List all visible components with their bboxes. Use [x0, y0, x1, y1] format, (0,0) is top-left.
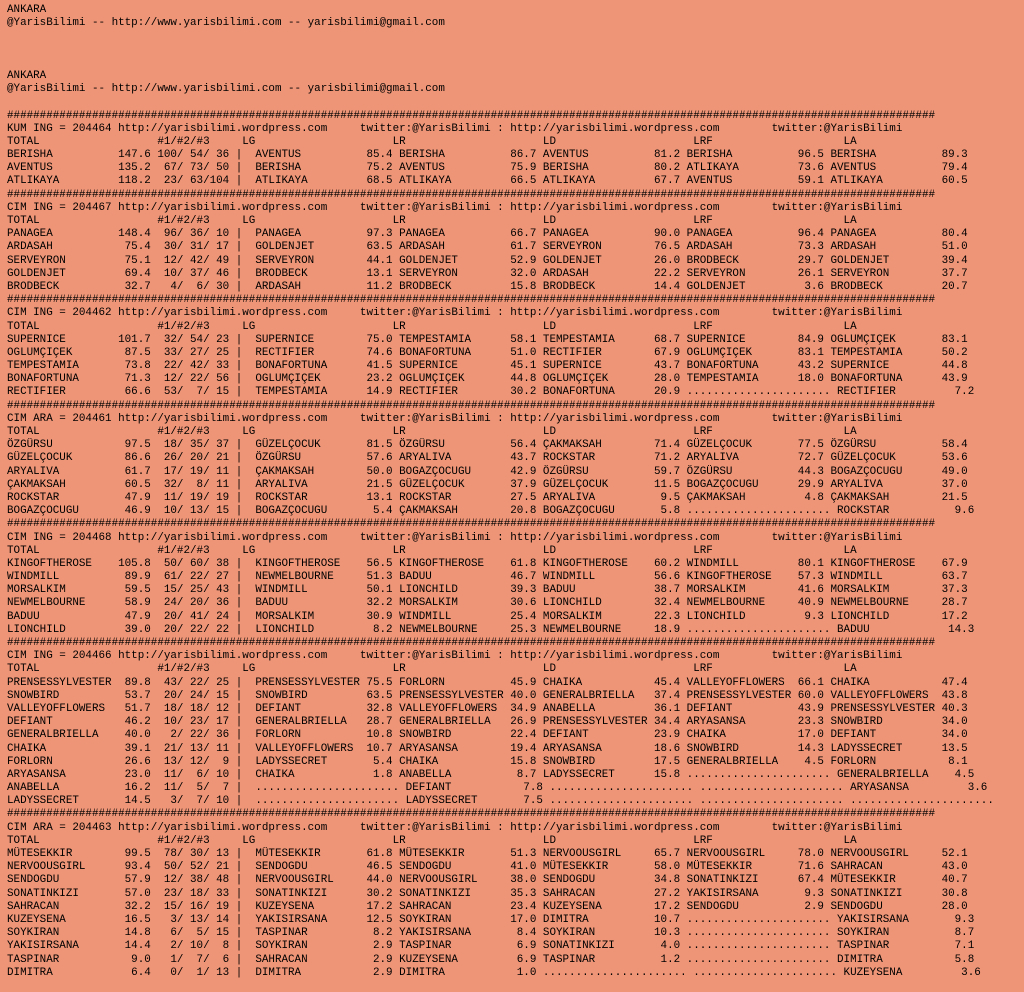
document-line: NEWMELBOURNE 58.9 24/ 20/ 36 | BADUU 32.2 MORSALKIM 30.6 LIONCHILD 32.4 NEWMELBOURNE 40.9 NEWMELBOURNE 28.7 — [7, 597, 968, 610]
document-line: ############################################################################################################################################## — [7, 637, 936, 649]
document-line: YAKISIRSANA 14.4 2/ 10/ 8 | SOYKIRAN 2.9 TASPINAR 6.9 SONATINKIZI 4.0 ...................... TASPINAR 7.1 — [7, 940, 975, 953]
document-line: TOTAL #1/#2/#3 LG LR LD LRF LA — [7, 320, 857, 333]
document-line — [7, 96, 1024, 109]
document-line: MORSALKIM 59.5 15/ 25/ 43 | WINDMILL 50.1 LIONCHILD 39.3 BADUU 38.7 MORSALKIM 41.6 MORSALKIM 37.3 — [7, 584, 968, 597]
document-line: GOLDENJET 69.4 10/ 37/ 46 | BRODBECK 13.1 SERVEYRON 32.0 ARDASAH 22.2 SERVEYRON 26.1 SERVEYRON 37.7 — [7, 267, 968, 280]
document-line: ÖZGÜRSU 97.5 18/ 35/ 37 | GÜZELÇOCUK 81.5 ÖZGÜRSU 56.4 ÇAKMAKSAH 71.4 GÜZELÇOCUK 77.5 ÖZGÜRSU 58.4 — [7, 439, 968, 452]
document-line: CIM ARA = 204461 http://yarisbilimi.wordpress.com twitter:@YarisBilimi : http://yarisbilimi.wordpress.com twitter:@YarisBilimi — [7, 412, 903, 425]
document-line: RECTIFIER 66.6 53/ 7/ 15 | TEMPESTAMIA 14.9 RECTIFIER 30.2 BONAFORTUNA 20.9 ...................... RECTIFIER 7.2 — [7, 386, 975, 399]
document-line: ############################################################################################################################################## — [7, 294, 936, 307]
document-line: VALLEYOFFLOWERS 51.7 18/ 18/ 12 | DEFIANT 32.8 VALLEYOFFLOWERS 34.9 ANABELLA 36.1 DEFIANT 43.9 PRENSESSYLVESTER 40.3 — [7, 702, 968, 715]
document-line: TOTAL #1/#2/#3 LG LR LD LRF LA — [7, 426, 857, 438]
document-line: TEMPESTAMIA 73.8 22/ 42/ 33 | BONAFORTUNA 41.5 SUPERNICE 45.1 SUPERNICE 43.7 BONAFORTUNA 43.2 SUPERNICE 44.8 — [7, 360, 968, 373]
document-line: SAHRACAN 32.2 15/ 16/ 19 | KUZEYSENA 17.2 SAHRACAN 23.4 KUZEYSENA 17.2 SENDOGDU 2.9 SENDOGDU 28.0 — [7, 900, 968, 913]
document-line: SENDOGDU 57.9 12/ 38/ 48 | NERVOOUSGIRL 44.0 NERVOOUSGIRL 38.0 SENDOGDU 34.8 SONATINKIZI 67.4 MÜTESEKKIR 40.7 — [7, 874, 968, 887]
document-line: ############################################################################################################################################## — [7, 808, 936, 821]
document-line: BADUU 47.9 20/ 41/ 24 | MORSALKIM 30.9 WINDMILL 25.4 MORSALKIM 22.3 LIONCHILD 9.3 LIONCHILD 17.2 — [7, 610, 968, 623]
document-line: ANABELLA 16.2 11/ 5/ 7 | ...................... DEFIANT 7.8 ...................... ...................... ARYASANSA 3.6 — [7, 782, 988, 795]
document-line: GENERALBRIELLA 40.0 2/ 22/ 36 | FORLORN 10.8 SNOWBIRD 22.4 DEFIANT 23.9 CHAIKA 17.0 DEFIANT 34.0 — [7, 729, 968, 742]
document-line: BOGAZÇOCUGU 46.9 10/ 13/ 15 | BOGAZÇOCUGU 5.4 ÇAKMAKSAH 20.8 BOGAZÇOCUGU 5.8 ...................... ROCKSTAR 9.6 — [7, 505, 975, 518]
document-line: ROCKSTAR 47.9 11/ 19/ 19 | ROCKSTAR 13.1 ROCKSTAR 27.5 ARYALIVA 9.5 ÇAKMAKSAH 4.8 ÇAKMAKSAH 21.5 — [7, 491, 968, 504]
document-line: ############################################################################################################################################## — [7, 109, 936, 122]
document-line: SUPERNICE 101.7 32/ 54/ 23 | SUPERNICE 75.0 TEMPESTAMIA 58.1 TEMPESTAMIA 68.7 SUPERNICE 84.9 OGLUMÇIÇEK 83.1 — [7, 333, 968, 346]
document-line: CIM ING = 204467 http://yarisbilimi.wordpress.com twitter:@YarisBilimi : http://yarisbilimi.wordpress.com twitter:@YarisBilimi — [7, 201, 903, 214]
document-line: SERVEYRON 75.1 12/ 42/ 49 | SERVEYRON 44.1 GOLDENJET 52.9 GOLDENJET 26.0 BRODBECK 29.7 GOLDENJET 39.4 — [7, 254, 968, 267]
document-line: ANKARA — [7, 4, 47, 16]
document-line: TOTAL #1/#2/#3 LG LR LD LRF LA — [7, 135, 857, 148]
document-line: LIONCHILD 39.0 20/ 22/ 22 | LIONCHILD 8.2 NEWMELBOURNE 25.3 NEWMELBOURNE 18.9 ...................... BADUU 14.3 — [7, 623, 975, 636]
document-line: ARYALIVA 61.7 17/ 19/ 11 | ÇAKMAKSAH 50.0 BOGAZÇOCUGU 42.9 ÖZGÜRSU 59.7 ÖZGÜRSU 44.3 BOGAZÇOCUGU 49.0 — [7, 465, 968, 478]
document-line: MÜTESEKKIR 99.5 78/ 30/ 13 | MÜTESEKKIR 61.8 MÜTESEKKIR 51.3 NERVOOUSGIRL 65.7 NERVOOUSGIRL 78.0 NERVOOUSGIRL 52.1 — [7, 848, 968, 860]
document-line: ATLIKAYA 118.2 23/ 63/104 | ATLIKAYA 68.5 ATLIKAYA 66.5 ATLIKAYA 67.7 AVENTUS 59.1 ATLIKAYA 60.5 — [7, 175, 968, 188]
document-line: KUM ING = 204464 http://yarisbilimi.wordpress.com twitter:@YarisBilimi : http://yarisbilimi.wordpress.com twitter:@YarisBilimi — [7, 122, 903, 135]
document-line: KINGOFTHEROSE 105.8 50/ 60/ 38 | KINGOFTHEROSE 56.5 KINGOFTHEROSE 61.8 KINGOFTHEROSE 60.2 WINDMILL 80.1 KINGOFTHEROSE 67.9 — [7, 557, 968, 570]
document-line: CIM ING = 204468 http://yarisbilimi.wordpress.com twitter:@YarisBilimi : http://yarisbilimi.wordpress.com twitter:@YarisBilimi — [7, 531, 903, 544]
document-line: CIM ING = 204466 http://yarisbilimi.wordpress.com twitter:@YarisBilimi : http://yarisbilimi.wordpress.com twitter:@YarisBilimi — [7, 650, 903, 663]
document-line: BRODBECK 32.7 4/ 6/ 30 | ARDASAH 11.2 BRODBECK 15.8 BRODBECK 14.4 GOLDENJET 3.6 BRODBECK 20.7 — [7, 280, 968, 293]
document-line: ANKARA — [7, 69, 47, 82]
document-line: WINDMILL 89.9 61/ 22/ 27 | NEWMELBOURNE 51.3 BADUU 46.7 WINDMILL 56.6 KINGOFTHEROSE 57.3 WINDMILL 63.7 — [7, 571, 968, 584]
document-line: ############################################################################################################################################## — [7, 188, 936, 201]
document-line — [7, 30, 1024, 43]
document-line: @YarisBilimi -- http://www.yarisbilimi.com -- yarisbilimi@gmail.com — [7, 17, 445, 30]
document-line: DIMITRA 6.4 0/ 1/ 13 | DIMITRA 2.9 DIMITRA 1.0 ...................... ...................... KUZEYSENA 3.6 — [7, 966, 981, 979]
document-line: ARDASAH 75.4 30/ 31/ 17 | GOLDENJET 63.5 ARDASAH 61.7 SERVEYRON 76.5 ARDASAH 73.3 ARDASAH 51.0 — [7, 241, 968, 254]
document-line: GÜZELÇOCUK 86.6 26/ 20/ 21 | ÖZGÜRSU 57.6 ARYALIVA 43.7 ROCKSTAR 71.2 ARYALIVA 72.7 GÜZELÇOCUK 53.6 — [7, 452, 968, 465]
document-line: TOTAL #1/#2/#3 LG LR LD LRF LA — [7, 544, 857, 557]
document-line: ############################################################################################################################################## — [7, 399, 936, 412]
document-line: CIM ARA = 204463 http://yarisbilimi.wordpress.com twitter:@YarisBilimi : http://yarisbilimi.wordpress.com twitter:@YarisBilimi — [7, 821, 903, 834]
document-line: AVENTUS 135.2 67/ 73/ 50 | BERISHA 75.2 AVENTUS 75.9 BERISHA 80.2 ATLIKAYA 73.6 AVENTUS 79.4 — [7, 162, 968, 175]
document-line: PANAGEA 148.4 96/ 36/ 10 | PANAGEA 97.3 PANAGEA 66.7 PANAGEA 90.0 PANAGEA 96.4 PANAGEA 80.4 — [7, 228, 968, 241]
document-line: BERISHA 147.6 100/ 54/ 36 | AVENTUS 85.4 BERISHA 86.7 AVENTUS 81.2 BERISHA 96.5 BERISHA 89.3 — [7, 149, 968, 162]
document-line: CHAIKA 39.1 21/ 13/ 11 | VALLEYOFFLOWERS 10.7 ARYASANSA 19.4 ARYASANSA 18.6 SNOWBIRD 14.3 LADYSSECRET 13.5 — [7, 742, 968, 755]
document-line: TOTAL #1/#2/#3 LG LR LD LRF LA — [7, 215, 857, 227]
document-line: TOTAL #1/#2/#3 LG LR LD LRF LA — [7, 663, 857, 676]
document-line: SNOWBIRD 53.7 20/ 24/ 15 | SNOWBIRD 63.5 PRENSESSYLVESTER 40.0 GENERALBRIELLA 37.4 PRENSESSYLVESTER 60.0 VALLEYOFFLOWERS 43.8 — [7, 689, 968, 702]
document-line: SOYKIRAN 14.8 6/ 5/ 15 | TASPINAR 8.2 YAKISIRSANA 8.4 SOYKIRAN 10.3 ...................... SOYKIRAN 8.7 — [7, 927, 975, 940]
document-line: CIM ING = 204462 http://yarisbilimi.wordpress.com twitter:@YarisBilimi : http://yarisbilimi.wordpress.com twitter:@YarisBilimi — [7, 307, 903, 320]
document-line: KUZEYSENA 16.5 3/ 13/ 14 | YAKISIRSANA 12.5 SOYKIRAN 17.0 DIMITRA 10.7 ...................... YAKISIRSANA 9.3 — [7, 913, 975, 926]
document-line: PRENSESSYLVESTER 89.8 43/ 22/ 25 | PRENSESSYLVESTER 75.5 FORLORN 45.9 CHAIKA 45.4 VALLEYOFFLOWERS 66.1 CHAIKA 47.4 — [7, 676, 968, 689]
document-line: ÇAKMAKSAH 60.5 32/ 8/ 11 | ARYALIVA 21.5 GÜZELÇOCUK 37.9 GÜZELÇOCUK 11.5 BOGAZÇOCUGU 29.9 ARYALIVA 37.0 — [7, 478, 968, 491]
document-line — [7, 57, 1024, 70]
document-line: OGLUMÇIÇEK 87.5 33/ 27/ 25 | RECTIFIER 74.6 BONAFORTUNA 51.0 RECTIFIER 67.9 OGLUMÇIÇEK 83.1 TEMPESTAMIA 50.2 — [7, 346, 968, 359]
document-line: ############################################################################################################################################## — [7, 518, 936, 531]
document-line: TOTAL #1/#2/#3 LG LR LD LRF LA — [7, 834, 857, 847]
document-line: FORLORN 26.6 13/ 12/ 9 | LADYSSECRET 5.4 CHAIKA 15.8 SNOWBIRD 17.5 GENERALBRIELLA 4.5 FORLORN 8.1 — [7, 755, 968, 768]
document-line: BONAFORTUNA 71.3 12/ 22/ 56 | OGLUMÇIÇEK 23.2 OGLUMÇIÇEK 44.8 OGLUMÇIÇEK 28.0 TEMPESTAMIA 18.0 BONAFORTUNA 43.9 — [7, 373, 968, 386]
document-line: ARYASANSA 23.0 11/ 6/ 10 | CHAIKA 1.8 ANABELLA 8.7 LADYSSECRET 15.8 ...................... GENERALBRIELLA 4.5 — [7, 768, 975, 781]
document-line: @YarisBilimi -- http://www.yarisbilimi.com -- yarisbilimi@gmail.com — [7, 83, 445, 96]
document-line: NERVOOUSGIRL 93.4 50/ 52/ 21 | SENDOGDU 46.5 SENDOGDU 41.0 MÜTESEKKIR 58.0 MÜTESEKKIR 71.6 SAHRACAN 43.0 — [7, 861, 968, 874]
document-line: DEFIANT 46.2 10/ 23/ 17 | GENERALBRIELLA 28.7 GENERALBRIELLA 26.9 PRENSESSYLVESTER 34.4 ARYASANSA 23.3 SNOWBIRD 34.0 — [7, 716, 968, 729]
document-line: SONATINKIZI 57.0 23/ 18/ 33 | SONATINKIZI 30.2 SONATINKIZI 35.3 SAHRACAN 27.2 YAKISIRSANA 9.3 SONATINKIZI 30.8 — [7, 887, 968, 900]
document-line: LADYSSECRET 14.5 3/ 7/ 10 | ...................... LADYSSECRET 7.5 ...................... ...................... ...................... — [7, 795, 994, 808]
document-line — [7, 44, 1024, 57]
document-line: TASPINAR 9.0 1/ 7/ 6 | SAHRACAN 2.9 KUZEYSENA 6.9 TASPINAR 1.2 ...................... DIMITRA 5.8 — [7, 953, 975, 966]
